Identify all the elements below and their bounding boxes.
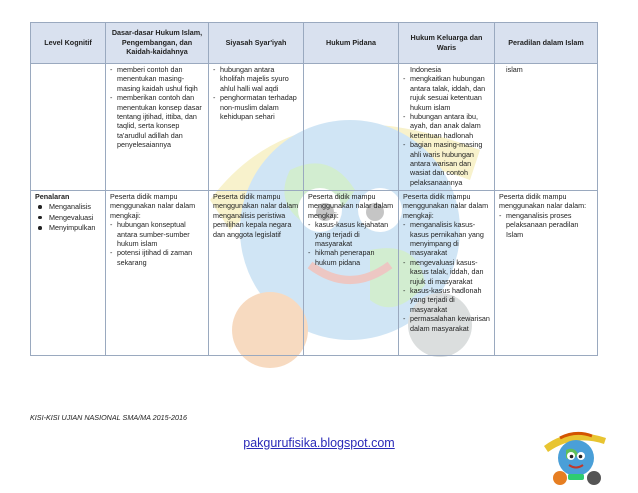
table-cell [304,64,399,191]
header-hukum-pidana: Hukum Pidana [304,23,399,64]
table-header-row [31,23,598,64]
bullet-icon [38,226,42,230]
list-item: - hubungan antara ibu, ayah, dan anak dalam ketentuan hadlonah [403,112,490,140]
list-item: - hubungan antara kholifah majelis syuro ahlul halli wal aqdi [213,65,299,93]
list-item: - hubungan konseptual antara sumber-sumber hukum islam [110,220,204,248]
table-cell [304,191,399,356]
list-item: - memberikan contoh dan menentukan konsep dasar tentang ijtihad, ittiba, dan taqlid, serta konsep ta'arudlul adillah dan penyelesaiannya [110,93,204,149]
list-item: - permasalahan kewarisan dalam masyarakat [403,314,490,333]
list-item [35,213,101,222]
cell-text: Peserta didik mampu menggunakan nalar dalam mengkaji: [110,192,196,220]
list-item [35,223,101,232]
list-item: - memberi contoh dan menentukan masing-masing kaidah ushul fiqih [110,65,204,93]
header-level-kognitif: Level Kognitif [31,23,106,64]
cell-text: islam [506,65,523,74]
table-cell [495,191,598,356]
level-title: Penalaran [35,192,70,201]
list-item-label: Mengevaluasi [49,212,94,222]
table-cell [106,191,209,356]
header-dasar-hukum-islam: Dasar-dasar Hukum Islam, Pengembangan, dan Kaidah-kaidahnya [106,23,209,64]
list-item: - penghormatan terhadap non-muslim dalam kehidupan sehari [213,93,299,121]
footer-note: KISI-KISI UJIAN NASIONAL SMA/MA 2015-2016 [30,413,187,422]
table-cell [209,64,304,191]
cell-text: Peserta didik mampu menggunakan nalar dalam mengkaji: [403,192,489,220]
table-cell [399,64,495,191]
table-cell [399,191,495,356]
list-item: - kasus-kasus kejahatan yang terjadi di masyarakat [308,220,394,248]
table-cell [31,191,106,356]
list-item-label: Menyimpulkan [49,223,96,233]
list-item [35,202,101,211]
list-item: - kasus-kasus hadlonah yang terjadi di masyarakat [403,286,490,314]
list-item: - hikmah penerapan hukum pidana [308,248,394,267]
header-hukum-keluarga: Hukum Keluarga dan Waris [399,23,495,64]
cell-text: Indonesia [410,65,442,74]
list-item: - menganalisis proses pelaksanaan peradilan Islam [499,211,593,239]
bullet-icon [38,205,42,209]
list-item-label: Menganalisis [49,202,91,212]
table-row [31,64,598,191]
header-siyasah: Siyasah Syar'iyah [209,23,304,64]
list-item: - menganalisis kasus-kasus pernikahan yang menyimpang di masyarakat [403,220,490,258]
cell-text: Peserta didik mampu menggunakan nalar dalam mengkaji: [308,192,394,220]
kisi-kisi-table [30,22,598,356]
header-peradilan: Peradilan dalam Islam [495,23,598,64]
table-cell [106,64,209,191]
cell-text: Peserta didik mampu menggunakan nalar dalam: [499,192,587,211]
table-row [31,191,598,356]
list-item: - potensi ijtihad di zaman sekarang [110,248,204,267]
table-cell [209,191,304,356]
table-cell [31,64,106,191]
globe-mascot-logo-icon [540,424,612,488]
table-cell [495,64,598,191]
list-item: - mengevaluasi kasus-kasus talak, iddah, dan rujuk di masyarakat [403,258,490,286]
list-item: - bagian masing-masing ahli waris hubungan antara warisan dan wasiat dan contoh pelaksanaannya [403,140,490,187]
list-item: - mengkaitkan hubungan antara talak, iddah, dan rujuk sesuai ketentuan hukum islam [403,74,490,112]
cell-text: Peserta didik mampu menggunakan nalar dalam menganalisis peristiwa pemilihan kepala negara dan anggota legislatif [213,192,299,239]
bullet-icon [38,216,42,220]
site-link[interactable]: pakgurufisika.blogspot.com [243,436,395,450]
